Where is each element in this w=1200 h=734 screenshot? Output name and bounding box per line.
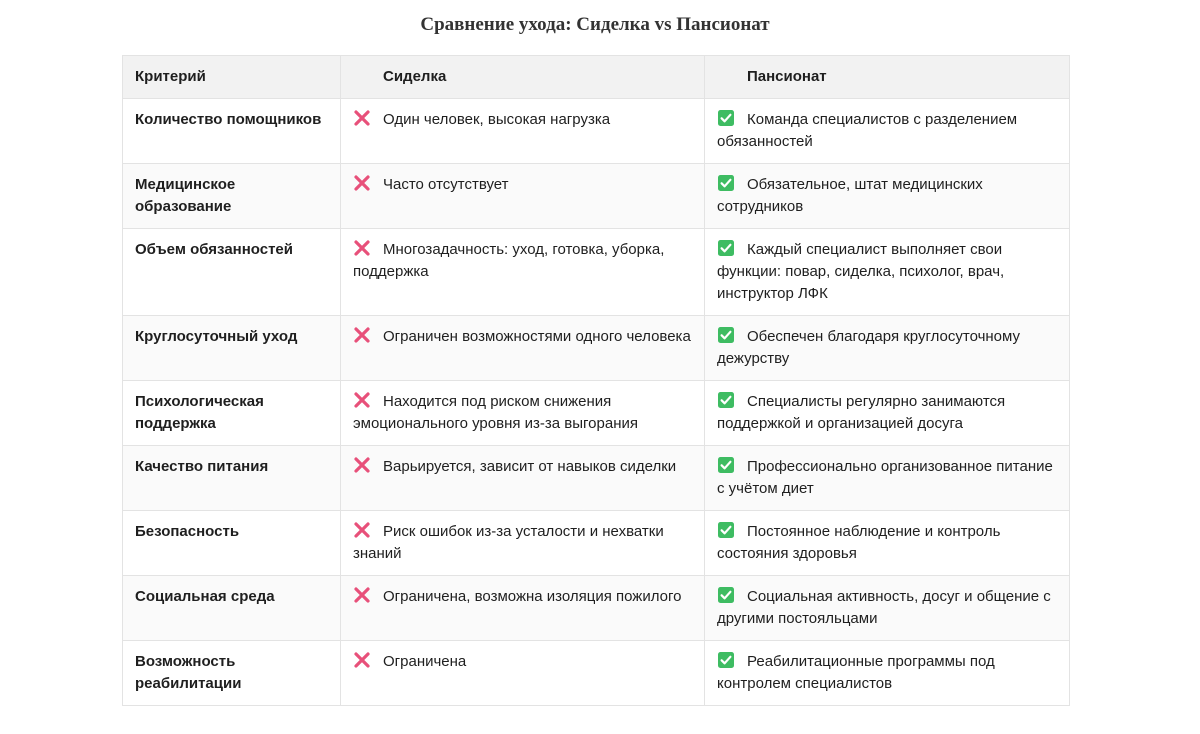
criterion-cell (123, 99, 341, 164)
caregiver-text: Многозадачность: уход, готовка, уборка, поддержка (353, 241, 665, 280)
cross-mark-icon (353, 109, 371, 127)
cross-mark-icon (353, 456, 371, 474)
criterion-label: Социальная среда (135, 588, 275, 605)
boarding-cell (705, 511, 1070, 576)
criterion-cell (123, 511, 341, 576)
header-caregiver: Сиделка (341, 56, 705, 99)
boarding-cell (705, 164, 1070, 229)
criterion-label: Объем обязанностей (135, 241, 293, 258)
check-mark-icon (717, 326, 735, 344)
table-row (123, 446, 1070, 511)
table-row (123, 511, 1070, 576)
table-row (123, 316, 1070, 381)
boarding-text: Обязательное, штат медицинских сотрудников (717, 176, 983, 215)
boarding-cell (705, 99, 1070, 164)
check-mark-icon (717, 651, 735, 669)
caregiver-cell (341, 381, 705, 446)
caregiver-cell (341, 316, 705, 381)
check-mark-icon (717, 521, 735, 539)
criterion-cell (123, 316, 341, 381)
page-title: Сравнение ухода: Сиделка vs Пансионат (420, 14, 770, 35)
criterion-cell (123, 641, 341, 706)
criterion-cell (123, 381, 341, 446)
criterion-label: Безопасность (135, 523, 240, 540)
boarding-text: Реабилитационные программы под контролем специалистов (717, 653, 995, 692)
cross-mark-icon (353, 391, 371, 409)
boarding-text: Каждый специалист выполняет свои функции: повар, сиделка, психолог, врач, инструктор ЛФК (717, 241, 1005, 302)
table-row (123, 381, 1070, 446)
check-mark-icon (717, 586, 735, 604)
boarding-cell (705, 576, 1070, 641)
table-row (123, 164, 1070, 229)
cross-mark-icon (353, 521, 371, 539)
caregiver-cell (341, 641, 705, 706)
check-mark-icon (717, 239, 735, 257)
caregiver-text: Находится под риском снижения эмоционального уровня из-за выгорания (353, 393, 638, 432)
criterion-cell (123, 446, 341, 511)
comparison-table (122, 55, 1070, 706)
caregiver-cell (341, 511, 705, 576)
caregiver-cell (341, 229, 705, 316)
cross-mark-icon (353, 174, 371, 192)
caregiver-text: Часто отсутствует (383, 176, 509, 193)
table-row (123, 576, 1070, 641)
check-mark-icon (717, 456, 735, 474)
table-row (123, 641, 1070, 706)
caregiver-cell (341, 576, 705, 641)
criterion-label: Возможность реабилитации (135, 653, 242, 692)
caregiver-cell (341, 99, 705, 164)
check-mark-icon (717, 391, 735, 409)
caregiver-cell (341, 164, 705, 229)
check-mark-icon (717, 174, 735, 192)
boarding-text: Специалисты регулярно занимаются поддержкой и организацией досуга (717, 393, 1006, 432)
criterion-cell (123, 576, 341, 641)
boarding-text: Социальная активность, досуг и общение с другими постояльцами (717, 588, 1051, 627)
cross-mark-icon (353, 651, 371, 669)
caregiver-text: Риск ошибок из-за усталости и нехватки знаний (353, 523, 664, 562)
criterion-cell (123, 229, 341, 316)
boarding-text: Команда специалистов с разделением обязанностей (717, 111, 1018, 150)
boarding-cell (705, 316, 1070, 381)
caregiver-text: Варьируется, зависит от навыков сиделки (383, 458, 677, 475)
header-boarding: Пансионат (705, 56, 1070, 99)
caregiver-text: Один человек, высокая нагрузка (383, 111, 611, 128)
criterion-label: Количество помощников (135, 111, 322, 128)
caregiver-cell (341, 446, 705, 511)
check-mark-icon (717, 109, 735, 127)
boarding-text: Обеспечен благодаря круглосуточному дежурству (717, 328, 1021, 367)
caregiver-text: Ограничена (383, 653, 467, 670)
cross-mark-icon (353, 326, 371, 344)
caregiver-text: Ограничена, возможна изоляция пожилого (383, 588, 682, 605)
table-body (123, 99, 1070, 706)
boarding-cell (705, 229, 1070, 316)
boarding-cell (705, 446, 1070, 511)
cross-mark-icon (353, 586, 371, 604)
caregiver-text: Ограничен возможностями одного человека (383, 328, 691, 345)
boarding-text: Профессионально организованное питание с учётом диет (717, 458, 1053, 497)
table-row (123, 229, 1070, 316)
header-criterion: Критерий (123, 56, 341, 99)
criterion-label: Качество питания (135, 458, 269, 475)
criterion-label: Психологическая поддержка (135, 393, 264, 432)
table-row (123, 99, 1070, 164)
boarding-cell (705, 381, 1070, 446)
boarding-cell (705, 641, 1070, 706)
cross-mark-icon (353, 239, 371, 257)
boarding-text: Постоянное наблюдение и контроль состояния здоровья (717, 523, 1001, 562)
criterion-label: Медицинское образование (135, 176, 236, 215)
criterion-cell (123, 164, 341, 229)
table-header-row (123, 56, 1070, 99)
criterion-label: Круглосуточный уход (135, 328, 298, 345)
